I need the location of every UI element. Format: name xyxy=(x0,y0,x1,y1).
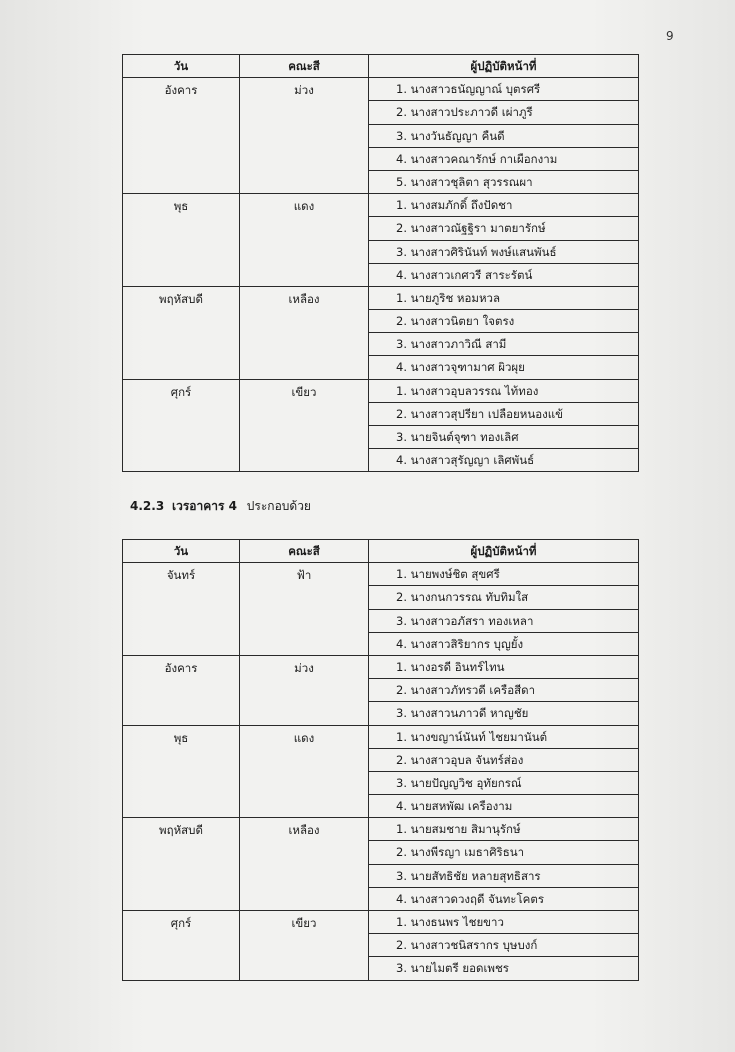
duty-officer-name: 1. นางขญาน์นันท์ ไชยมานันต์ xyxy=(369,725,639,748)
day-label: อังคาร xyxy=(164,660,198,675)
duty-officer-name: 3. นายสัทธิชัย หลายสุทธิสาร xyxy=(369,864,639,887)
duty-officer-name: 2. นางพีรญา เมธาศิริธนา xyxy=(369,841,639,864)
table-row xyxy=(123,379,639,402)
color-team-cell xyxy=(240,78,369,194)
header-duty-officer: ผู้ปฏิบัติหน้าที่ xyxy=(369,540,639,563)
duty-officer-name: 1. นายสมชาย สิมานุรักษ์ xyxy=(369,818,639,841)
table-row xyxy=(123,818,639,841)
duty-officer-name: 2. นางสาวณัฐฐิรา มาตยารักษ์ xyxy=(369,217,639,240)
color-team-label: แดง xyxy=(293,199,315,214)
table-row xyxy=(123,78,639,101)
day-label: ศุกร์ xyxy=(170,384,192,399)
duty-officer-name: 1. นางสมภักดิ์ ถึงปัดชา xyxy=(369,194,639,217)
duty-officer-name: 4. นางสาวสิริยากร บุญยั้ง xyxy=(369,632,639,655)
color-team-cell xyxy=(240,818,369,911)
duty-officer-name: 1. นางอรดี อินทร์ไทน xyxy=(369,655,639,678)
color-team-label: ฟ้า xyxy=(296,568,312,583)
color-team-label: เขียว xyxy=(291,916,317,930)
section-heading xyxy=(130,497,311,516)
table-row xyxy=(123,563,639,586)
section-title: เวรอาคาร 4 xyxy=(172,499,237,513)
duty-officer-name: 1. นางสาวธนัญญาณ์ บุตรศรี xyxy=(369,78,639,101)
header-duty-officer: ผู้ปฏิบัติหน้าที่ xyxy=(369,55,639,78)
day-label: อังคาร xyxy=(164,83,198,98)
duty-officer-name: 3. นางสาวนภาวดี หาญชัย xyxy=(369,702,639,725)
duty-officer-name: 1. นางสาวอุบลวรรณ ไท้ทอง xyxy=(369,379,639,402)
duty-officer-name: 5. นางสาวชุลิตา สุวรรณผา xyxy=(369,170,639,193)
color-team-label: ม่วง xyxy=(294,83,314,98)
color-team-label: เขียว xyxy=(291,384,317,399)
color-team-label: เหลือง xyxy=(288,291,320,306)
day-cell xyxy=(123,725,240,818)
color-team-cell xyxy=(240,655,369,725)
duty-officer-name: 3. นายปัญญวิช อุทัยกรณ์ xyxy=(369,771,639,794)
day-cell xyxy=(123,655,240,725)
day-label: พุธ xyxy=(173,199,189,214)
table-header-row xyxy=(123,55,639,78)
header-color-team: คณะสี xyxy=(240,55,369,78)
section-number: 4.2.3 xyxy=(130,499,165,513)
duty-officer-name: 1. นายภูริช หอมหวล xyxy=(369,286,639,309)
duty-officer-name: 2. นางสาวภัทรวดี เครือสีดา xyxy=(369,679,639,702)
header-day: วัน xyxy=(123,540,240,563)
table-row xyxy=(123,725,639,748)
color-team-cell xyxy=(240,379,369,472)
duty-officer-name: 2. นางกนกวรรณ ทับทิมใส xyxy=(369,586,639,609)
table-row xyxy=(123,655,639,678)
duty-officer-name: 3. นางสาวศิรินันท์ พงษ์แสนพันธ์ xyxy=(369,240,639,263)
duty-officer-name: 3. นายจินต์จุฑา ทองเลิศ xyxy=(369,426,639,449)
day-cell xyxy=(123,78,240,194)
duty-officer-name: 2. นางสาวชนิสรากร บุษบงก์ xyxy=(369,934,639,957)
duty-officer-name: 4. นางสาวคณารักษ์ กาเผือกงาม xyxy=(369,147,639,170)
duty-officer-name: 3. นางวันธัญญา คืนดี xyxy=(369,124,639,147)
day-label: จันทร์ xyxy=(166,568,196,583)
duty-officer-name: 3. นางสาวภาวิณี สามี xyxy=(369,333,639,356)
day-cell xyxy=(123,194,240,287)
header-color-team: คณะสี xyxy=(240,540,369,563)
color-team-cell xyxy=(240,563,369,656)
duty-officer-name: 4. นางสาวเกศวรี สาระรัตน์ xyxy=(369,263,639,286)
duty-table-2 xyxy=(122,539,639,981)
color-team-label: ม่วง xyxy=(294,660,314,675)
table-row xyxy=(123,911,639,934)
day-cell xyxy=(123,286,240,379)
color-team-label: เหลือง xyxy=(288,823,320,838)
color-team-label: แดง xyxy=(293,730,315,745)
duty-officer-name: 3. นายไมตรี ยอดเพชร xyxy=(369,957,639,980)
section-suffix: ประกอบด้วย xyxy=(246,499,311,513)
duty-officer-name: 1. นายพงษ์ชิต สุขศรี xyxy=(369,563,639,586)
day-cell xyxy=(123,563,240,656)
day-label: พุธ xyxy=(173,730,189,745)
duty-officer-name: 3. นางสาวอภัสรา ทองเหลา xyxy=(369,609,639,632)
duty-officer-name: 4. นางสาวจุฑามาศ ผิวผุย xyxy=(369,356,639,379)
day-label: พฤหัสบดี xyxy=(159,823,203,838)
day-cell xyxy=(123,379,240,472)
color-team-cell xyxy=(240,194,369,287)
duty-officer-name: 2. นางสาวสุปรียา เปลือยหนองแข้ xyxy=(369,402,639,425)
day-cell xyxy=(123,818,240,911)
duty-officer-name: 2. นางสาวอุบล จันทร์ส่อง xyxy=(369,748,639,771)
color-team-cell xyxy=(240,286,369,379)
duty-officer-name: 2. นางสาวประภาวดี เผ่าภูรี xyxy=(369,101,639,124)
duty-officer-name: 4. นางสาวดวงฤดี จันทะโคตร xyxy=(369,887,639,910)
duty-officer-name: 2. นางสาวนิตยา ใจตรง xyxy=(369,310,639,333)
day-label: ศุกร์ xyxy=(170,916,192,930)
table-header-row xyxy=(123,540,639,563)
page-number: 9 xyxy=(666,29,674,43)
color-team-cell xyxy=(240,911,369,981)
duty-officer-name: 4. นายสหพัฒ เครืองาม xyxy=(369,795,639,818)
day-cell xyxy=(123,911,240,981)
duty-table-1 xyxy=(122,54,639,472)
header-day: วัน xyxy=(123,55,240,78)
day-label: พฤหัสบดี xyxy=(159,291,203,306)
duty-officer-name: 1. นางธนพร ไชยขาว xyxy=(369,911,639,934)
table-row xyxy=(123,286,639,309)
table-row xyxy=(123,194,639,217)
duty-officer-name: 4. นางสาวสุรัญญา เลิศพันธ์ xyxy=(369,449,639,472)
color-team-cell xyxy=(240,725,369,818)
